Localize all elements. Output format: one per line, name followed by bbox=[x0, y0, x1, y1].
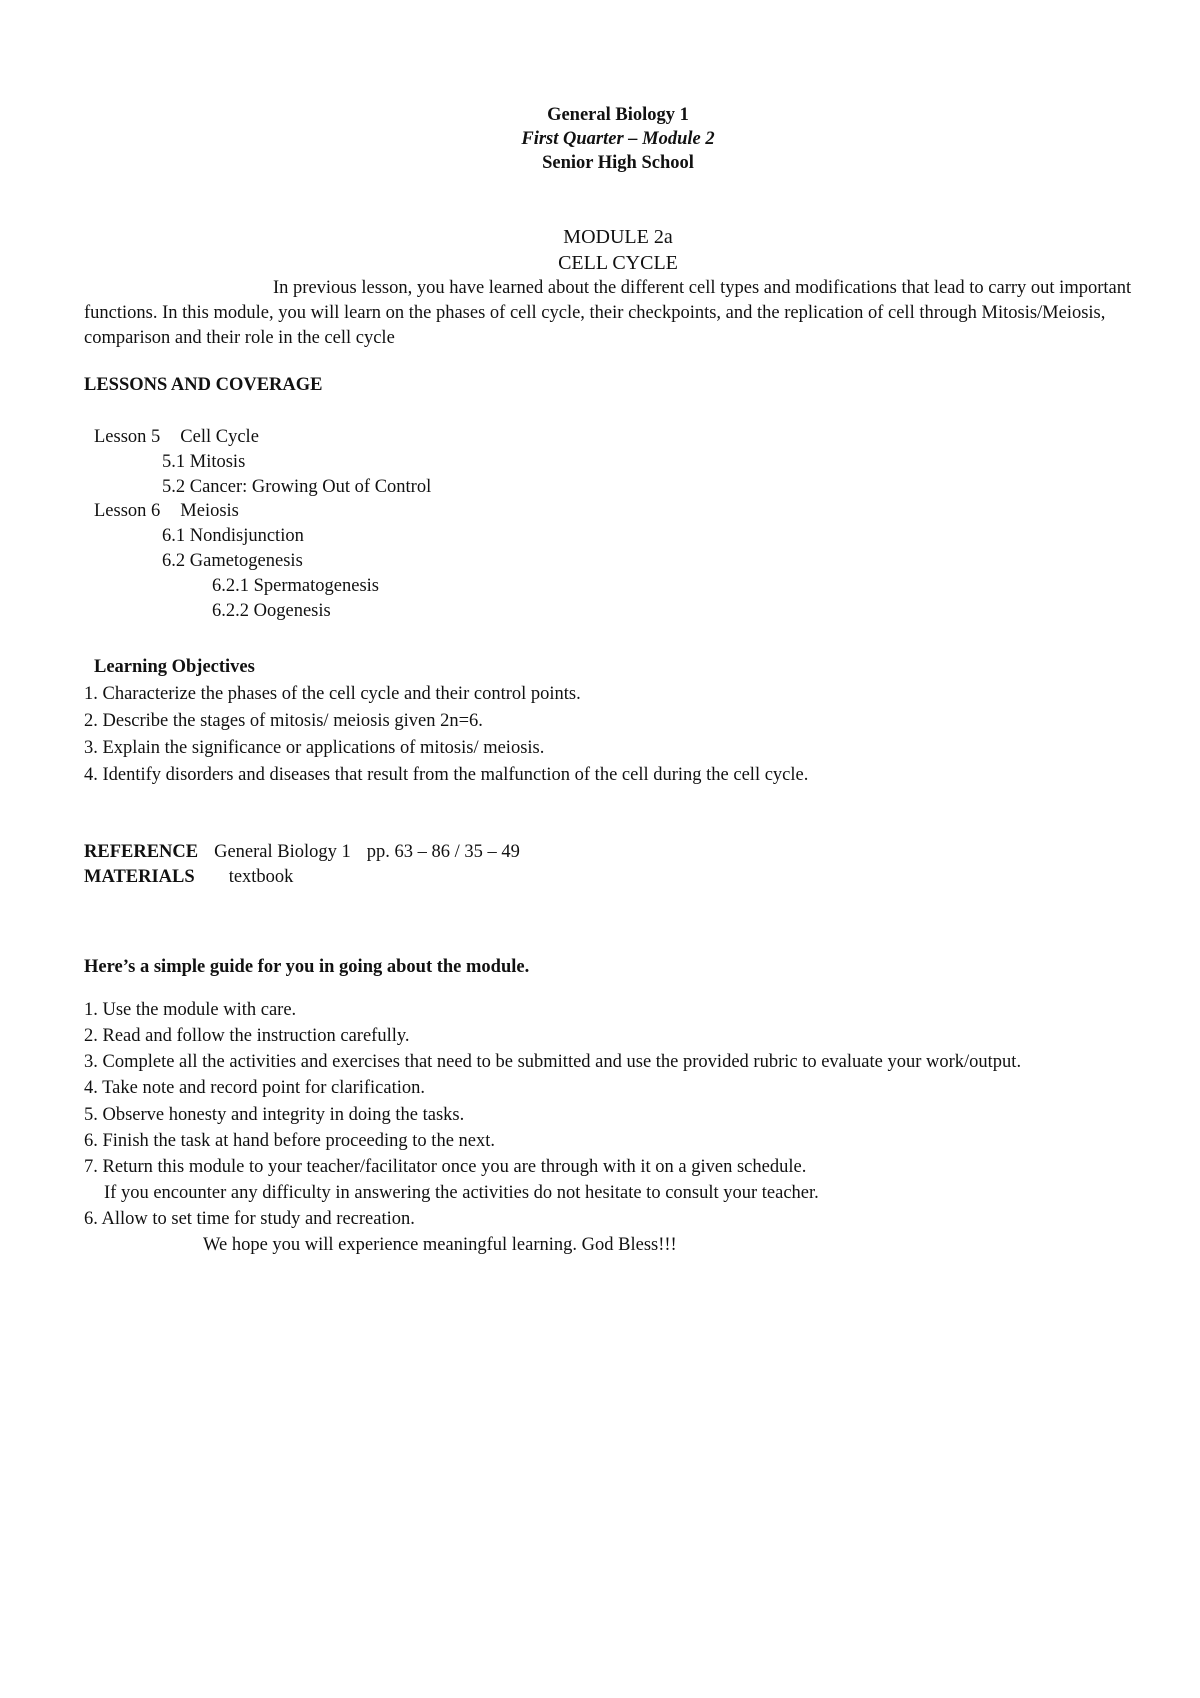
guide-heading: Here’s a simple guide for you in going about the module. bbox=[84, 957, 530, 977]
reference-book: General Biology 1 bbox=[214, 842, 351, 862]
module-number: MODULE 2a bbox=[563, 226, 673, 248]
objectives-heading: Learning Objectives bbox=[94, 657, 255, 677]
guide-item: 1. Use the module with care. bbox=[84, 1000, 297, 1020]
lesson-label: Lesson 6 bbox=[94, 501, 161, 521]
objective-item: 4. Identify disorders and diseases that result from the malfunction of the cell during the cell cycle. bbox=[84, 765, 809, 785]
reference-pages: pp. 63 – 86 / 35 – 49 bbox=[366, 842, 520, 862]
module-intro-text: In previous lesson, you have learned about the different cell types and modifications that lead to carry out important functions. In this module, you will learn on the phases of cell cycle, their checkpoints, and the replication of cell through Mitosis/Meiosis, comparison and their role in the cell cycle bbox=[84, 278, 1132, 348]
topic-item: 6.1 Nondisjunction bbox=[162, 526, 304, 546]
topic-item: 5.1 Mitosis bbox=[162, 452, 246, 472]
subject-title: General Biology 1 bbox=[547, 105, 689, 125]
objective-item: 2. Describe the stages of mitosis/ meiosis given 2n=6. bbox=[84, 711, 483, 731]
objective-item: 3. Explain the significance or applications of mitosis/ meiosis. bbox=[84, 738, 545, 758]
materials-row bbox=[84, 865, 293, 889]
guide-item: 6. Finish the task at hand before proceeding to the next. bbox=[84, 1131, 496, 1151]
topic-item: 5.2 Cancer: Growing Out of Control bbox=[162, 477, 432, 497]
materials-value: textbook bbox=[228, 867, 294, 887]
lesson-label: Lesson 5 bbox=[94, 427, 161, 447]
guide-item: 2. Read and follow the instruction carefully. bbox=[84, 1026, 410, 1046]
quarter-subtitle: First Quarter – Module 2 bbox=[521, 129, 715, 149]
topic-item: 6.2 Gametogenesis bbox=[162, 551, 303, 571]
guide-item: 5. Observe honesty and integrity in doing the tasks. bbox=[84, 1105, 465, 1125]
guide-item: 3. Complete all the activities and exercises that need to be submitted and use the provided rubric to evaluate your work/output. bbox=[84, 1052, 1022, 1072]
subtopic-item: 6.2.2 Oogenesis bbox=[212, 601, 331, 621]
level-subtitle: Senior High School bbox=[542, 153, 694, 173]
lesson-title: Cell Cycle bbox=[180, 427, 259, 447]
closing-note: We hope you will experience meaningful learning. God Bless!!! bbox=[203, 1235, 677, 1255]
coverage-heading: LESSONS AND COVERAGE bbox=[84, 375, 323, 395]
module-title: CELL CYCLE bbox=[558, 252, 678, 274]
guide-item: 7. Return this module to your teacher/facilitator once you are through with it on a given schedule. bbox=[84, 1157, 807, 1177]
materials-label: MATERIALS bbox=[84, 867, 195, 887]
lesson-5-row bbox=[94, 425, 259, 449]
lesson-6-row bbox=[94, 499, 239, 523]
lesson-title: Meiosis bbox=[180, 501, 239, 521]
guide-item: 4. Take note and record point for clarification. bbox=[84, 1078, 425, 1098]
guide-item-continuation: If you encounter any difficulty in answering the activities do not hesitate to consult your teacher. bbox=[104, 1183, 819, 1203]
reference-row bbox=[84, 840, 520, 864]
reference-label: REFERENCE bbox=[84, 842, 199, 862]
objective-item: 1. Characterize the phases of the cell cycle and their control points. bbox=[84, 684, 581, 704]
module-intro bbox=[84, 276, 1154, 351]
subtopic-item: 6.2.1 Spermatogenesis bbox=[212, 576, 379, 596]
guide-item: 6. Allow to set time for study and recreation. bbox=[84, 1209, 415, 1229]
